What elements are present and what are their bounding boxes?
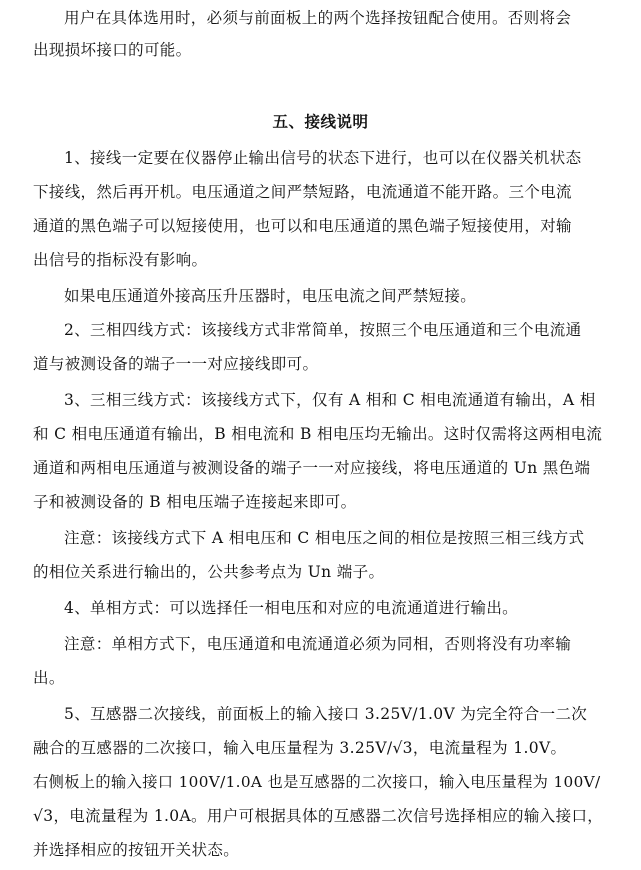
p1-line-2: 下接线，然后再开机。电压通道之间严禁短路，电流通道不能开路。三个电流: [33, 183, 572, 201]
section-title: 五、接线说明: [272, 112, 369, 131]
p1-line-3: 通道的黑色端子可以短接使用，也可以和电压通道的黑色端子短接使用，对输: [33, 217, 572, 235]
p8-line-4: √3，电流量程为 1.0A。用户可根据具体的互感器二次信号选择相应的输入接口，: [33, 807, 604, 825]
p1-line-4: 出信号的指标没有影响。: [33, 251, 208, 269]
p8-line-2: 融合的互感器的二次接口，输入电压量程为 3.25V/√3，电流量程为 1.0V。: [33, 739, 567, 757]
p8-line-5: 并选择相应的按钮开关状态。: [33, 841, 240, 859]
p4-line-1: 3、三相三线方式：该接线方式下，仅有 A 相和 C 相电流通道有输出，A 相: [64, 391, 596, 409]
p3-line-1: 2、三相四线方式：该接线方式非常简单，按照三个电压通道和三个电流通: [64, 321, 582, 339]
p1-line-1: 1、接线一定要在仪器停止输出信号的状态下进行，也可以在仪器关机状态: [64, 149, 582, 167]
p2-line-1: 如果电压通道外接高压升压器时，电压电流之间严禁短接。: [64, 287, 477, 305]
p4-line-4: 子和被测设备的 B 相电压端子连接起来即可。: [33, 493, 357, 511]
p3-line-2: 道与被测设备的端子一一对应接线即可。: [33, 355, 319, 373]
p5-line-2: 的相位关系进行输出的，公共参考点为 Un 端子。: [33, 563, 385, 581]
intro-line-1: 用户在具体选用时，必须与前面板上的两个选择按钮配合使用。否则将会: [64, 9, 572, 27]
p5-line-1: 注意：该接线方式下 A 相电压和 C 相电压之间的相位是按照三相三线方式: [64, 529, 585, 547]
p6-line-1: 4、单相方式：可以选择任一相电压和对应的电流通道进行输出。: [64, 599, 519, 617]
intro-line-2: 出现损坏接口的可能。: [33, 41, 192, 59]
p8-line-1: 5、互感器二次接线，前面板上的输入接口 3.25V/1.0V 为完全符合一二次: [64, 705, 588, 723]
p8-line-3: 右侧板上的输入接口 100V/1.0A 也是互感器的二次接口，输入电压量程为 100V/: [33, 773, 601, 791]
p4-line-2: 和 C 相电压通道有输出，B 相电流和 B 相电压均无输出。这时仅需将这两相电流: [33, 425, 603, 443]
p7-line-2: 出。: [33, 669, 65, 687]
p4-line-3: 通道和两相电压通道与被测设备的端子一一对应接线，将电压通道的 Un 黑色端: [33, 459, 591, 477]
p7-line-1: 注意：单相方式下，电压通道和电流通道必须为同相，否则将没有功率输: [64, 635, 572, 653]
